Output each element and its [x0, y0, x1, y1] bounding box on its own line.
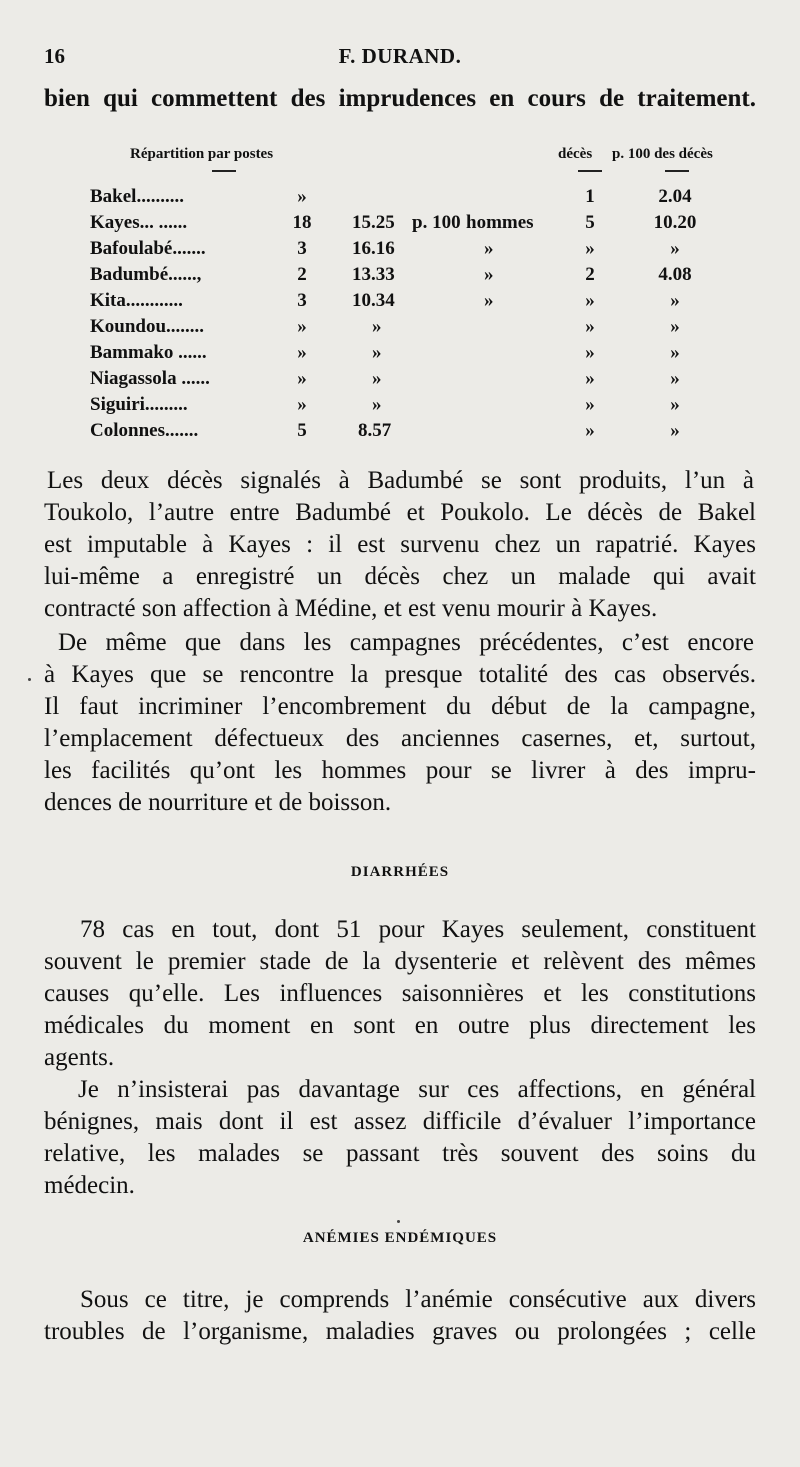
text-line: bénignes, mais dont il est assez difficile d’évaluer l’importance: [44, 1108, 756, 1135]
table-row: [0, 368, 800, 394]
deaths-percent: »: [670, 342, 680, 363]
cases-count: 3: [297, 290, 307, 311]
deaths-count: »: [585, 394, 595, 415]
table-row: [0, 238, 800, 264]
cases-count: 2: [297, 264, 307, 285]
text-line: troubles de l’organisme, maladies graves ou prolongées ; celle: [44, 1318, 756, 1345]
text-line: l’emplacement défectueux des anciennes casernes, et, surtout,: [44, 725, 756, 752]
post-name: Bakel..........: [90, 186, 184, 207]
rate-value: »: [372, 316, 382, 337]
rate-per: »: [484, 264, 494, 285]
table-row: [0, 420, 800, 446]
section-heading: DIARRHÉES: [350, 864, 450, 880]
deaths-count: »: [585, 368, 595, 389]
deaths-percent: »: [670, 368, 680, 389]
deaths-percent: »: [670, 316, 680, 337]
page-number: 16: [44, 44, 65, 68]
cases-count: 18: [292, 212, 312, 233]
rate-value: »: [372, 394, 382, 415]
text-line: Il faut incriminer l’encombrement du début de la campagne,: [44, 693, 756, 720]
running-head-author: F. DURAND.: [338, 44, 462, 68]
text-line: dences de nourriture et de boisson.: [44, 789, 392, 816]
rate-value: 10.34: [352, 290, 395, 311]
post-name: Siguiri.........: [90, 394, 188, 415]
table-row: [0, 212, 800, 238]
print-speck: [397, 1220, 400, 1223]
post-name: Badumbé......,: [90, 264, 202, 285]
cases-count: »: [297, 368, 307, 389]
text-line: est imputable à Kayes : il est survenu chez un rapatrié. Kayes: [44, 531, 756, 558]
table-row: [0, 394, 800, 420]
deaths-percent: 4.08: [658, 264, 692, 285]
running-header: [44, 44, 756, 74]
deaths-percent: »: [670, 420, 680, 441]
deaths-count: 5: [585, 212, 595, 233]
deaths-percent: 2.04: [658, 186, 692, 207]
text-line: contracté son affection à Médine, et est venu mourir à Kayes.: [44, 595, 658, 622]
deaths-count: »: [585, 342, 595, 363]
deaths-count: »: [585, 290, 595, 311]
rate-value: 8.57: [358, 420, 392, 441]
table-row: [0, 316, 800, 342]
rate-per: »: [484, 290, 494, 311]
rate-unit: p. 100: [412, 212, 461, 233]
cases-count: »: [297, 316, 307, 337]
table-row: [0, 290, 800, 316]
text-line: lui-même a enregistré un décès chez un malade qui avait: [44, 563, 756, 590]
deaths-count: »: [585, 316, 595, 337]
cases-count: »: [297, 342, 307, 363]
deaths-percent: 10.20: [653, 212, 697, 233]
table-row: [0, 342, 800, 368]
print-speck: [28, 678, 31, 681]
post-name: Bafoulabé.......: [90, 238, 206, 259]
text-line: Je n’insisterai pas davantage sur ces affections, en général: [78, 1076, 756, 1103]
rate-per: hommes: [466, 212, 534, 233]
deaths-count: »: [585, 420, 595, 441]
text-line: Toukolo, l’autre entre Badumbé et Poukolo. Le décès de Bakel: [44, 499, 756, 526]
text-line: médicales du moment en sont en outre plus directement les: [44, 1012, 756, 1039]
continuation-line: bien qui commettent des imprudences en cours de traitement.: [44, 85, 756, 112]
post-name: Koundou........: [90, 316, 205, 337]
post-name: Niagassola ......: [90, 368, 210, 389]
rate-value: 16.16: [352, 238, 395, 259]
post-name: Kayes... ......: [90, 212, 188, 233]
deaths-percent: »: [670, 394, 680, 415]
text-line: agents.: [44, 1044, 115, 1071]
rate-value: 13.33: [352, 264, 395, 285]
rate-value: »: [372, 342, 382, 363]
cases-count: 5: [297, 420, 307, 441]
text-line: médecin.: [44, 1172, 135, 1199]
table-row: [0, 264, 800, 290]
post-name: Bammako ......: [90, 342, 207, 363]
deaths-count: 2: [585, 264, 595, 285]
post-name: Kita............: [90, 290, 183, 311]
text-line: De même que dans les campagnes précédentes, c’est encore: [58, 629, 754, 656]
table-rule: [212, 170, 236, 172]
cases-count: 3: [297, 238, 307, 259]
table-row: [0, 186, 800, 212]
post-name: Colonnes.......: [90, 420, 199, 441]
table-rule: [578, 170, 602, 172]
text-line: 78 cas en tout, dont 51 pour Kayes seulement, constituent: [80, 916, 756, 943]
cases-count: »: [297, 394, 307, 415]
text-line: causes qu’elle. Les influences saisonnières et les constitutions: [44, 980, 756, 1007]
deaths-count: 1: [585, 186, 595, 207]
rate-per: »: [484, 238, 494, 259]
cases-count: »: [297, 186, 307, 207]
deaths-percent: »: [670, 290, 680, 311]
text-line: Sous ce titre, je comprends l’anémie consécutive aux divers: [80, 1286, 756, 1313]
table-header-deces: décès: [558, 146, 593, 162]
text-line: souvent le premier stade de la dysenterie et relèvent des mêmes: [44, 948, 756, 975]
table-header-repartition: Répartition par postes: [130, 146, 274, 162]
table-rule: [665, 170, 689, 172]
text-line: Les deux décès signalés à Badumbé se sont produits, l’un à: [47, 467, 754, 494]
text-line: les facilités qu’ont les hommes pour se livrer à des impru-: [44, 757, 756, 784]
section-heading: ANÉMIES ENDÉMIQUES: [302, 1230, 498, 1246]
text-line: à Kayes que se rencontre la presque totalité des cas observés.: [44, 661, 756, 688]
deaths-percent: »: [670, 238, 680, 259]
rate-value: »: [372, 368, 382, 389]
rate-value: 15.25: [352, 212, 395, 233]
table-header-pct: p. 100 des décès: [612, 146, 713, 162]
deaths-count: »: [585, 238, 595, 259]
text-line: relative, les malades se passant très souvent des soins du: [44, 1140, 756, 1167]
